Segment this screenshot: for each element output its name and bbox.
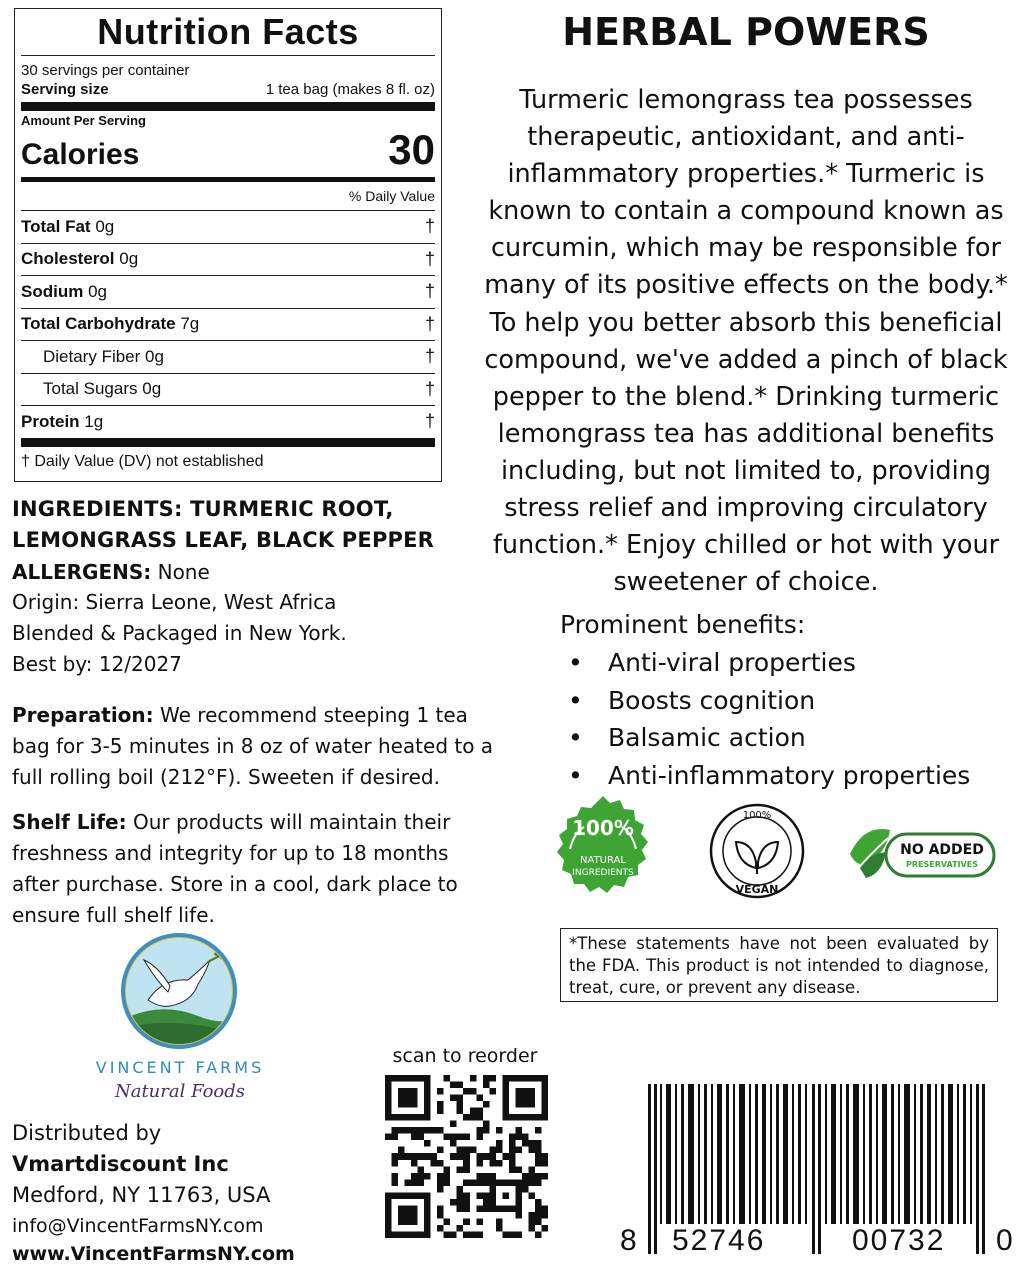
shelf-life-text xyxy=(12,807,487,931)
ingredients-text xyxy=(12,494,452,556)
nutrient-value: 0g xyxy=(119,249,139,269)
blended-text: Blended & Packaged in New York. xyxy=(12,621,347,645)
calories-label: Calories xyxy=(21,138,140,171)
barcode-digit: 0 xyxy=(996,1224,1013,1257)
barcode-digits: 00732 xyxy=(852,1224,946,1257)
nutrient-label: Protein xyxy=(21,411,80,431)
fda-disclaimer: *These statements have not been evaluated by the FDA. This product is not intended to diagnose, treat, cure, or prevent any disease. xyxy=(560,928,998,1002)
benefit-text: Anti-viral properties xyxy=(608,648,856,677)
benefits-title: Prominent benefits: xyxy=(560,610,806,639)
nutrient-value: 0g xyxy=(142,379,162,399)
preparation-text xyxy=(12,700,497,793)
divider xyxy=(21,102,435,111)
ingredients-line: INGREDIENTS: TURMERIC ROOT, xyxy=(12,497,394,521)
distributor-email: info@VincentFarmsNY.com xyxy=(12,1215,264,1237)
barcode-digits: 52746 xyxy=(672,1224,766,1257)
dagger-mark: † xyxy=(424,216,435,237)
herbal-description: Turmeric lemongrass tea possesses therapeutic, antioxidant, and anti-inflammatory properties.* Turmeric is known to contain a compound known as curcumin, which may be responsible for many of its positive effects on the body.* To help you better absorb this beneficial compound, we've added a pinch of black pepper to the blend.* Drinking turmeric lemongrass tea has additional benefits including, but not limited to, providing stress relief and improving circulatory function.* Enjoy chilled or hot with your sweetener of choice. xyxy=(484,85,1008,598)
dove-logo-icon xyxy=(118,930,240,1052)
serving-size-label: Serving size xyxy=(21,81,109,98)
divider xyxy=(21,438,435,447)
badge-text: INGREDIENTS xyxy=(572,868,634,878)
barcode-digit: 8 xyxy=(620,1224,637,1257)
natural-ingredients-badge-icon xyxy=(548,793,658,903)
brand-name: VINCENT FARMS xyxy=(95,1058,265,1077)
nutrient-value: 7g xyxy=(180,314,200,334)
nutrient-value: 0g xyxy=(88,281,107,301)
serving-size-value: 1 tea bag (makes 8 fl. oz) xyxy=(265,81,435,98)
distributor-company: Vmartdiscount Inc xyxy=(12,1152,229,1176)
servings-per-container: 30 servings per container xyxy=(21,62,190,79)
nutrient-row-total-sugars xyxy=(21,373,435,406)
divider xyxy=(21,55,435,56)
allergens-label: ALLERGENS: xyxy=(12,560,152,584)
nutrient-label: Total Carbohydrate xyxy=(21,314,176,334)
dagger-mark: † xyxy=(424,313,435,334)
badge-text: 100% xyxy=(742,810,772,821)
benefit-text: Boosts cognition xyxy=(608,685,816,715)
nutrient-label: Sodium xyxy=(21,281,84,301)
benefit-text: Anti-inflammatory properties xyxy=(608,760,971,790)
nutrition-facts-panel xyxy=(14,8,442,482)
dagger-mark: † xyxy=(424,346,435,367)
badge-text: PRESERVATIVES xyxy=(906,860,978,869)
calories-value: 30 xyxy=(388,126,435,173)
badge-text: NATURAL xyxy=(580,855,626,866)
nutrient-row-protein xyxy=(21,405,435,438)
benefit-text: Balsamic action xyxy=(608,723,806,752)
qr-label: scan to reorder xyxy=(392,1045,538,1067)
badge-text: VEGAN xyxy=(735,883,779,896)
calories-row xyxy=(21,126,435,173)
nutrient-row-cholesterol xyxy=(21,243,435,276)
preparation-label: Preparation: xyxy=(12,703,154,727)
dagger-mark: † xyxy=(424,281,435,302)
herbal-powers-heading: HERBAL POWERS xyxy=(562,10,930,54)
brand-tagline: Natural Foods xyxy=(114,1081,246,1102)
badge-text: NO ADDED xyxy=(900,842,984,858)
serving-size-row xyxy=(21,80,435,100)
no-preservatives-badge-icon xyxy=(846,824,998,886)
shelf-life-body: Our products will maintain their freshness and integrity for up to 18 months after purchase. Store in a cool, dark place to ensure full shelf life. xyxy=(12,810,458,927)
list-item: • Anti-viral properties xyxy=(568,644,970,682)
list-item: • Boosts cognition xyxy=(568,682,970,720)
nutrient-label: Total Sugars xyxy=(43,379,138,399)
best-by-text: Best by: 12/2027 xyxy=(12,652,182,676)
preparation-body: We recommend steeping 1 tea bag for 3-5 minutes in 8 oz of water heated to a full rolling boil (212°F). Sweeten if desired. xyxy=(12,703,494,789)
nutrient-row-total-fat xyxy=(21,210,435,243)
allergens-text xyxy=(12,557,210,588)
benefits-list xyxy=(568,644,970,794)
nutrient-label: Cholesterol xyxy=(21,249,115,269)
qr-code-icon[interactable] xyxy=(385,1075,548,1238)
list-item: • Anti-inflammatory properties xyxy=(568,757,970,795)
badge-text: 100% xyxy=(572,816,634,840)
vegan-badge-icon xyxy=(708,802,806,900)
distributor-address: Medford, NY 11763, USA xyxy=(12,1183,271,1207)
nutrient-label: Dietary Fiber xyxy=(43,346,141,366)
nutrition-title: Nutrition Facts xyxy=(97,11,359,52)
origin-text: Origin: Sierra Leone, West Africa xyxy=(12,590,337,614)
allergens-value: None xyxy=(151,560,210,584)
daily-value-header: % Daily Value xyxy=(348,188,435,204)
distributor-website: www.VincentFarmsNY.com xyxy=(12,1243,295,1265)
distributed-by-label: Distributed by xyxy=(12,1121,162,1145)
nutrient-value: 1g xyxy=(84,411,104,431)
amount-per-serving: Amount Per Serving xyxy=(21,113,146,128)
ingredients-line: LEMONGRASS LEAF, BLACK PEPPER xyxy=(12,528,435,552)
nutrient-value: 0g xyxy=(95,216,115,236)
list-item: • Balsamic action xyxy=(568,719,970,757)
nutrient-row-dietary-fiber xyxy=(21,340,435,373)
nutrient-row-sodium xyxy=(21,275,435,308)
nutrient-value: 0g xyxy=(145,346,164,366)
dagger-mark: † xyxy=(424,378,435,399)
dv-footnote: † Daily Value (DV) not established xyxy=(21,452,264,470)
nutrient-row-total-carbohydrate xyxy=(21,308,435,341)
nutrient-rows xyxy=(21,210,435,438)
dagger-mark: † xyxy=(424,411,435,432)
nutrient-label: Total Fat xyxy=(21,216,91,236)
shelf-life-label: Shelf Life: xyxy=(12,810,127,834)
dagger-mark: † xyxy=(424,248,435,269)
